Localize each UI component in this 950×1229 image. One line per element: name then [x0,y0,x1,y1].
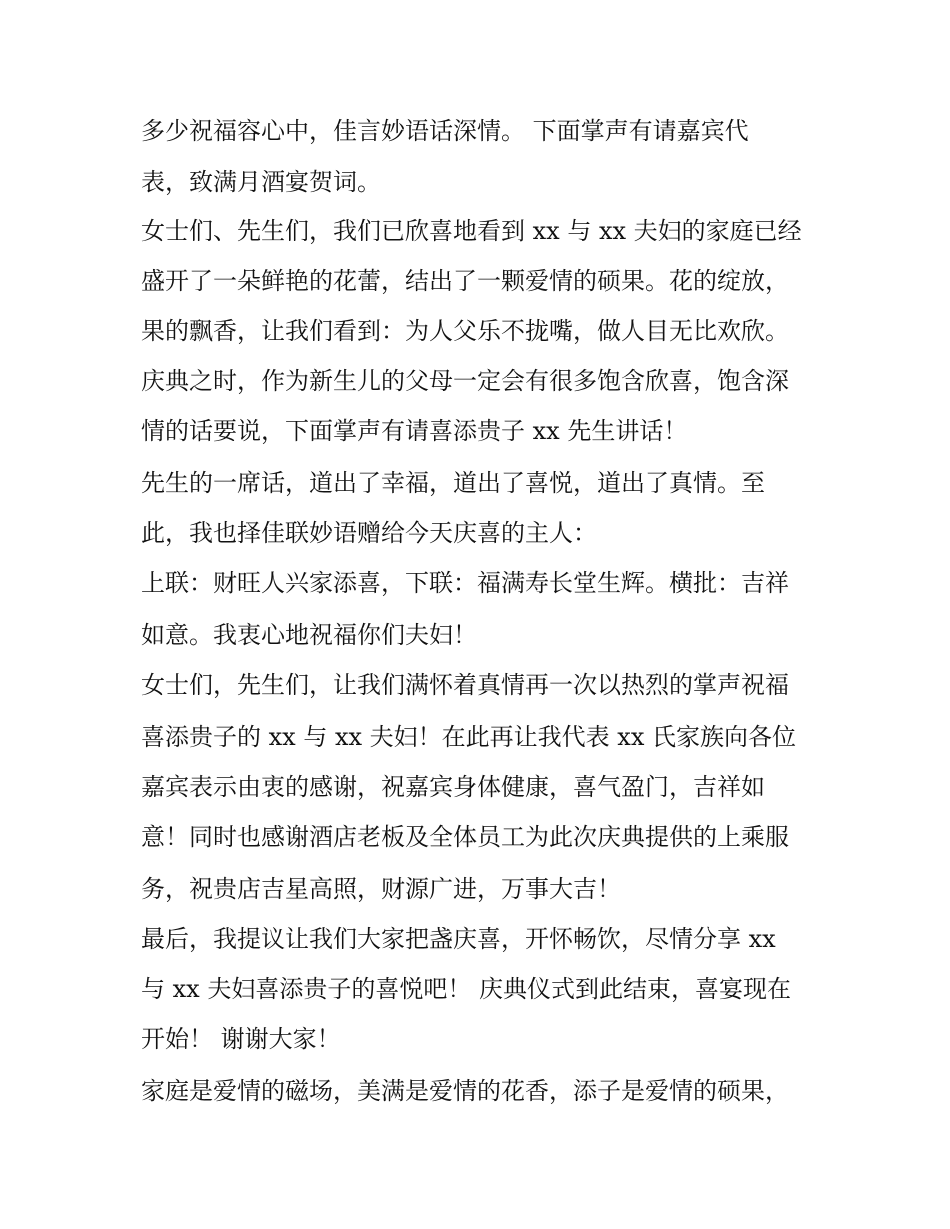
text-line: 嘉宾表示由衷的感谢，祝嘉宾身体健康，喜气盈门，吉祥如 [141,773,765,801]
text-line: 喜添贵子的 xx 与 xx 夫妇！在此再让我代表 xx 氏家族向各位 [141,723,796,751]
text-line: 此，我也择佳联妙语赠给今天庆喜的主人： [141,519,597,547]
text-line: 与 xx 夫妇喜添贵子的喜悦吧！ 庆典仪式到此结束，喜宴现在 [141,975,791,1003]
text-line: 意！同时也感谢酒店老板及全体员工为此次庆典提供的上乘服 [141,823,789,851]
text-line: 家庭是爱情的磁场，美满是爱情的花香，添子是爱情的硕果， [141,1077,789,1105]
text-line: 情的话要说，下面掌声有请喜添贵子 xx 先生讲话！ [141,417,688,445]
text-line: 上联：财旺人兴家添喜，下联：福满寿长堂生辉。横批：吉祥 [141,569,789,597]
text-line: 盛开了一朵鲜艳的花蕾，结出了一颗爱情的硕果。花的绽放， [141,267,789,295]
text-line: 庆典之时，作为新生儿的父母一定会有很多饱含欣喜，饱含深 [141,367,789,395]
text-line: 果的飘香，让我们看到：为人父乐不拢嘴，做人目无比欢欣。 [141,317,789,345]
text-line: 多少祝福容心中，佳言妙语话深情。 下面掌声有请嘉宾代 [141,117,749,145]
text-line: 如意。我衷心地祝福你们夫妇！ [141,621,477,649]
text-line: 最后，我提议让我们大家把盏庆喜，开怀畅饮，尽情分享 xx [141,925,776,953]
text-line: 务，祝贵店吉星高照，财源广进，万事大吉！ [141,875,621,903]
text-line: 开始！ 谢谢大家！ [141,1025,341,1053]
text-line: 女士们、先生们，我们已欣喜地看到 xx 与 xx 夫妇的家庭已经 [141,217,802,245]
text-line: 先生的一席话，道出了幸福，道出了喜悦，道出了真情。至 [141,469,765,497]
text-line: 表，致满月酒宴贺词。 [141,168,381,196]
text-line: 女士们，先生们，让我们满怀着真情再一次以热烈的掌声祝福 [141,671,789,699]
